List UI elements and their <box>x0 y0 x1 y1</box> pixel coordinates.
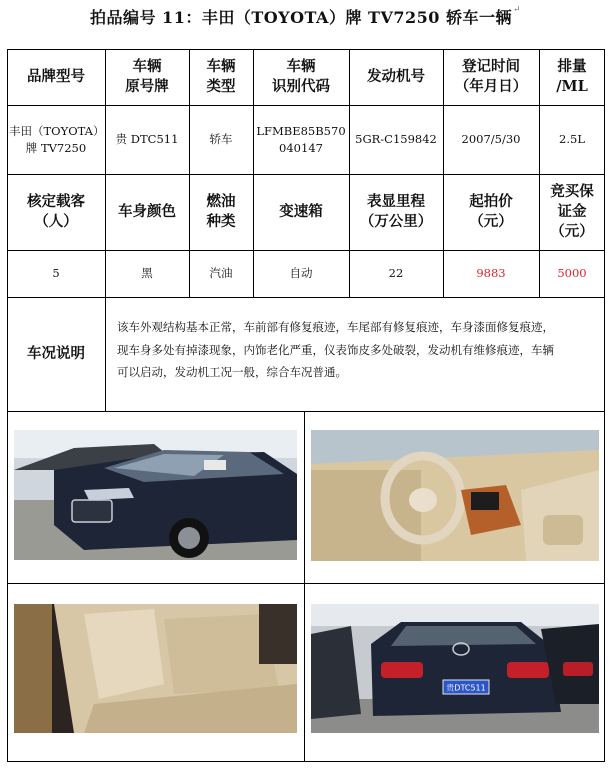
car-front-image <box>14 430 297 560</box>
header-displacement: 排量 /ML <box>556 58 588 95</box>
rear-license-plate-text: 贵DTC511 <box>446 683 486 693</box>
header-vehicle-type: 车辆 类型 <box>206 58 236 95</box>
border-top <box>7 49 605 50</box>
value-deposit: 5000 <box>557 266 587 280</box>
header-seating-capacity: 核定载客 （人） <box>27 193 85 230</box>
border-bottom <box>7 761 605 762</box>
value-seating-capacity: 5 <box>52 266 60 280</box>
header-transmission: 变速箱 <box>279 203 323 220</box>
header-body-color: 车身颜色 <box>118 203 176 220</box>
header-fuel-type: 燃油 种类 <box>206 193 236 230</box>
value-engine-number: 5GR-C159842 <box>355 132 437 146</box>
value-starting-price: 9883 <box>476 266 506 280</box>
value-odometer: 22 <box>388 266 404 280</box>
value-transmission: 自动 <box>289 266 313 280</box>
row-divider <box>7 583 605 584</box>
column-divider <box>189 49 190 297</box>
value-vehicle-type: 轿车 <box>209 132 233 146</box>
header-engine-number: 发动机号 <box>367 68 425 85</box>
condition-line: 该车外观结构基本正常，车前部有修复痕迹，车尾部有修复痕迹，车身漆面修复痕迹， <box>117 320 554 334</box>
column-divider <box>253 49 254 297</box>
photo-car-front <box>14 430 297 560</box>
document-title <box>0 5 611 28</box>
photo-rear-seats <box>14 604 297 733</box>
condition-label: 车况说明 <box>27 345 85 362</box>
column-divider <box>443 49 444 297</box>
photo-dashboard <box>311 430 599 561</box>
value-vin: LFMBE85B570 040147 <box>256 123 346 155</box>
header-deposit: 竞买保 证金 （元） <box>550 183 594 240</box>
header-starting-price: 起拍价 （元） <box>469 193 513 230</box>
row-divider <box>7 411 605 412</box>
car-rear-image <box>311 604 599 733</box>
auction-info-table <box>7 49 605 762</box>
column-divider <box>349 49 350 297</box>
column-divider <box>105 49 106 411</box>
header-odometer: 表显里程 （万公里） <box>359 193 433 230</box>
value-brand-model: 丰田（TOYOTA） 牌 TV7250 <box>9 123 105 155</box>
value-original-plate: 贵 DTC511 <box>115 132 179 146</box>
rear-seats-image <box>14 604 297 733</box>
condition-line: 现车身多处有掉漆现象，内饰老化严重，仪表饰皮多处破裂，发动机有维修痕迹，车辆 <box>117 342 554 357</box>
condition-line: 可以启动，发动机工况一般，综合车况普通。 <box>117 365 347 379</box>
document-title-text: 拍品编号 11：丰田（TOYOTA）牌 TV7250 轿车一辆 <box>89 8 512 27</box>
paragraph-mark: ↵ <box>512 5 522 15</box>
border-right <box>604 49 605 762</box>
header-registration-date: 登记时间 （年月日） <box>454 58 528 95</box>
value-registration-date: 2007/5/30 <box>461 132 521 146</box>
header-original-plate: 车辆 原号牌 <box>125 58 169 95</box>
dashboard-image <box>311 430 599 561</box>
header-brand-model: 品牌型号 <box>27 68 85 85</box>
row-divider <box>7 105 605 106</box>
value-fuel-type: 汽油 <box>209 266 233 280</box>
row-divider <box>7 250 605 251</box>
photo-car-rear <box>311 604 599 733</box>
photo-column-divider <box>304 411 305 762</box>
condition-description <box>117 316 601 384</box>
row-divider <box>7 174 605 175</box>
column-divider <box>539 49 540 297</box>
header-vin: 车辆 识别代码 <box>272 58 330 95</box>
value-body-color: 黑 <box>141 266 153 280</box>
row-divider <box>7 297 605 298</box>
value-displacement: 2.5L <box>559 132 585 146</box>
border-left <box>7 49 8 762</box>
